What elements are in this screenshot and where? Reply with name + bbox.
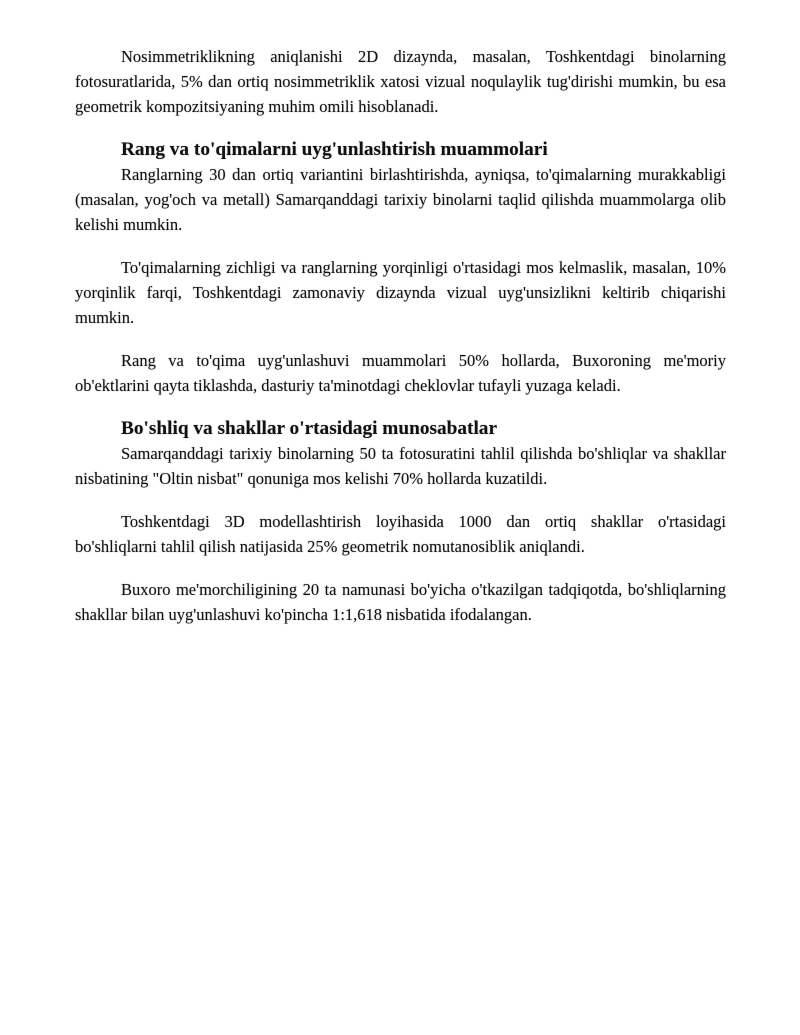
section2-paragraph-2: Toshkentdagi 3D modellashtirish loyihasida 1000 dan ortiq shakllar o'rtasidagi bo'shliqlarni tahlil qilish natijasida 25% geometrik nomutanosiblik aniqlandi. — [75, 512, 726, 556]
section2-paragraph-1: Samarqanddagi tarixiy binolarning 50 ta fotosuratini tahlil qilishda bo'shliqlar va shakllar nisbatining "Oltin nisbat" qonuniga mos kelishi 70% hollarda kuzatildi. — [75, 444, 726, 488]
section-heading-space-shapes: Bo'shliq va shakllar o'rtasidagi munosabatlar — [121, 418, 498, 439]
section-heading-color-texture: Rang va to'qimalarni uyg'unlashtirish muammolari — [121, 139, 548, 160]
section1-paragraph-1: Ranglarning 30 dan ortiq variantini birlashtirishda, ayniqsa, to'qimalarning murakkabligi (masalan, yog'och va metall) Samarqanddagi tarixiy binolarni taqlid qilishda muammolarga olib kelishi mumkin. — [75, 165, 726, 234]
section1-paragraph-3: Rang va to'qima uyg'unlashuvi muammolari 50% hollarda, Buxoroning me'moriy ob'ektlarini qayta tiklashda, dasturiy ta'minotdagi cheklovlar tufayli yuzaga keladi. — [75, 351, 726, 395]
section1-paragraph-2: To'qimalarning zichligi va ranglarning yorqinligi o'rtasidagi mos kelmaslik, masalan, 10% yorqinlik farqi, Toshkentdagi zamonaviy dizaynda vizual uyg'unsizlikni keltirib chiqarishi mumkin. — [75, 258, 726, 327]
intro-paragraph: Nosimmetriklikning aniqlanishi 2D dizaynda, masalan, Toshkentdagi binolarning fotosuratlarida, 5% dan ortiq nosimmetriklik xatosi vizual noqulaylik tug'dirishi mumkin, bu esa geometrik kompozitsiyaning muhim omili hisoblanadi. — [75, 47, 726, 116]
document-page — [75, 44, 726, 627]
section2-paragraph-3: Buxoro me'morchiligining 20 ta namunasi bo'yicha o'tkazilgan tadqiqotda, bo'shliqlarning shakllar bilan uyg'unlashuvi ko'pincha 1:1,618 nisbatida ifodalangan. — [75, 580, 726, 624]
